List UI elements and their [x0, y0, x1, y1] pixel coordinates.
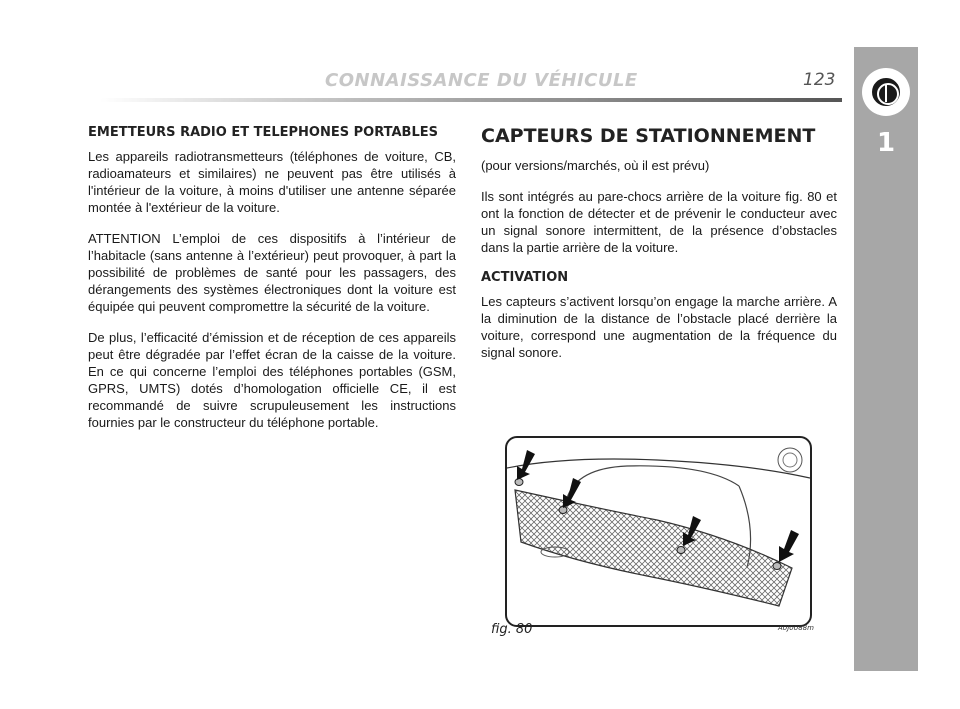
rear-bumper-parking-sensors-illustration	[507, 438, 810, 625]
figure-illustration	[505, 436, 812, 627]
paragraph: Ils sont intégrés au pare-chocs arrière de la voiture fig. 80 et ont la fonction de détecter et de prévenir le conducteur avec un signal sonore intermittent, de la présence d’obstacles dans la partie arrière de la voiture.	[481, 189, 837, 255]
activation-heading: ACTIVATION	[481, 270, 569, 285]
header-rule	[100, 98, 842, 102]
figure-code: A0J0088m	[778, 624, 814, 632]
paragraph: De plus, l’efficacité d’émission et de réception de ces appareils peut être dégradée par l’effet écran de la caisse de la voiture. En ce qui concerne l’emploi des téléphones portables (GSM, GPRS, UMTS) dotés d’homologation officielle CE, il est recommandé de suivre scrupuleusement les instructions fournies par le constructeur du téléphone portable.	[88, 330, 456, 430]
section-subtitle: (pour versions/marchés, où il est prévu)	[481, 158, 710, 173]
paragraph: Les capteurs s’activent lorsqu’on engage la marche arrière. A la diminution de la distance de l’obstacle placé derrière la voiture, correspond une augmentation de la fréquence du signal sonore.	[481, 294, 837, 360]
section-heading-radio: EMETTEURS RADIO ET TELEPHONES PORTABLES	[88, 125, 438, 140]
left-column	[88, 125, 456, 445]
right-column	[481, 125, 837, 375]
paragraph: ATTENTION L’emploi de ces dispositifs à l’intérieur de l’habitacle (sans antenne à l’extérieur) peut provoquer, à part la possibilité de problèmes de santé pour les passagers, des dérangements des systèmes électroniques dont la voiture est équipée qui peuvent compromettre la sécurité de la voiture.	[88, 231, 456, 314]
paragraph: Les appareils radiotransmetteurs (téléphones de voiture, CB, radioamateurs et similaires) ne peuvent pas être utilisés à l'intérieur de la voiture, à moins d'utiliser une antenne séparée montée à l'extérieur de la voiture.	[88, 149, 456, 215]
figure-caption: fig. 80	[491, 622, 533, 637]
page-header-title: CONNAISSANCE DU VÉHICULE	[325, 70, 638, 91]
chapter-number: 1	[876, 128, 896, 158]
page-number: 123	[803, 70, 836, 90]
alfa-romeo-logo-icon	[862, 68, 910, 116]
section-heading-parking-sensors: CAPTEURS DE STATIONNEMENT	[481, 125, 816, 147]
